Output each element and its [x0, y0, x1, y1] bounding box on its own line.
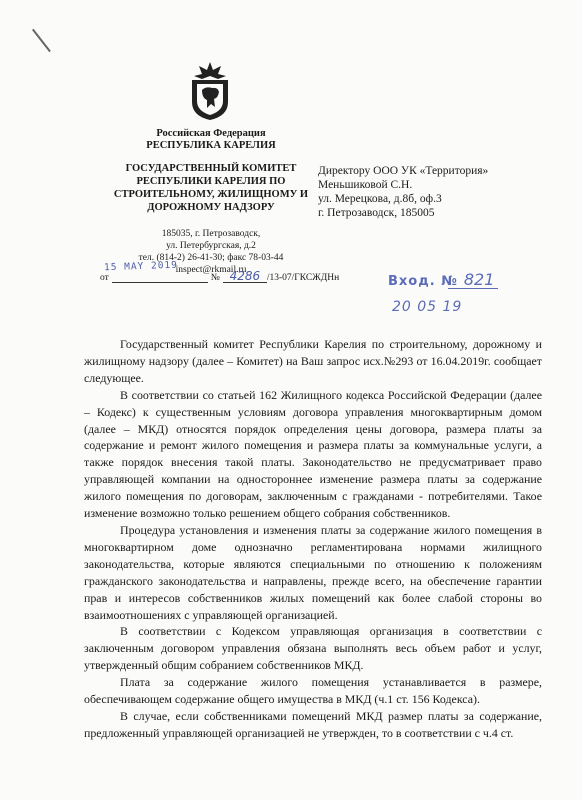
email-line: inspect@rkmail.ru [175, 265, 247, 275]
number-suffix: /13-07/ГКСЖДНн [266, 273, 340, 283]
paragraph: Государственный комитет Республики Карелия по строительному, дорожному и жилищному надзору (далее – Комитет) на Ваш запрос исх.№293 от 16.04.2019г. сообщает следующее. [84, 337, 542, 385]
recipient-line: ул. Мерецкова, д.8б, оф.3 [318, 193, 442, 205]
country-name: Российская Федерация [156, 128, 266, 139]
address-line: тел. (814-2) 26-41-30; факс 78-03-44 [138, 253, 284, 263]
recipient-line: Меньшиковой С.Н. [318, 179, 413, 191]
recipient-line: Директору ООО УК «Территория» [318, 165, 489, 177]
letter-body [84, 336, 542, 742]
outgoing-number-line [100, 270, 339, 283]
paragraph: В соответствии со статьей 162 Жилищного кодекса Российской Федерации (далее – Кодекс) к существенным условиям договора управления многоквартирным домом (далее – МКД) относятся порядок определения цены договора, размера платы за содержание и ремонт жилого помещения и размера платы за коммунальные услуги, а также порядок внесения такой платы. Законодательство не предусматривает право управляющей компании на одностороннее изменение размера платы за содержание жилого помещения по договорам, заключенным с гражданами - потребителями. Такое изменение возможно только решением общего собрания собственников. [84, 387, 542, 521]
date-stamp: 15 MAY 2019 [103, 259, 179, 274]
letterhead [96, 128, 326, 276]
org-line: СТРОИТЕЛЬНОМУ, ЖИЛИЩНОМУ И [113, 189, 309, 200]
number-label: № [210, 273, 220, 283]
address-line: ул. Петербургская, д.2 [166, 241, 256, 251]
incoming-stamp [388, 270, 494, 315]
stamp-underline [448, 288, 498, 289]
org-line: ДОРОЖНОМУ НАДЗОРУ [147, 202, 275, 213]
from-label: от [100, 273, 109, 283]
address-line: 185035, г. Петрозаводск, [161, 229, 261, 239]
incoming-number: 821 [463, 270, 495, 289]
paragraph: Плата за содержание жилого помещения устанавливается в размере, обеспечивающем содержание общего имущества в МКД (ч.1 ст. 156 Кодекса). [84, 675, 542, 707]
recipient-line: г. Петрозаводск, 185005 [318, 207, 435, 219]
coat-of-arms-icon [188, 60, 232, 122]
paragraph: Процедура установления и изменения платы за содержание жилого помещения в многоквартирном доме однозначно регламентирована нормами жилищного законодательства, которые являются специальными по отношению к положениям гражданского законодательства и направлены, прежде всего, на обеспечение гарантии прав и интересов собственников жилых помещений как более слабой стороны во взаимоотношениях с управляющей организацией. [84, 522, 542, 622]
paragraph: В соответствии с Кодексом управляющая организация в соответствии с заключенным договором управления обязана выполнять весь объем работ и услуг, утвержденный общим собранием собственников МКД. [84, 624, 542, 673]
handwritten-number: 4286 [223, 270, 267, 283]
incoming-label: Вход. № [388, 274, 458, 289]
republic-name: РЕСПУБЛИКА КАРЕЛИЯ [146, 140, 276, 151]
incoming-date: 20 05 19 [392, 299, 463, 315]
scan-mark [32, 29, 51, 52]
date-blank [112, 282, 208, 283]
org-line: ГОСУДАРСТВЕННЫЙ КОМИТЕТ [125, 163, 297, 174]
organization-name [96, 162, 326, 214]
paragraph: В случае, если собственниками помещений МКД размер платы за содержание, предложенный управляющей организацией не утвержден, то в соответствии с ч.4 ст. [84, 708, 542, 740]
recipient-block [318, 164, 568, 220]
org-line: РЕСПУБЛИКИ КАРЕЛИЯ ПО [136, 176, 286, 187]
